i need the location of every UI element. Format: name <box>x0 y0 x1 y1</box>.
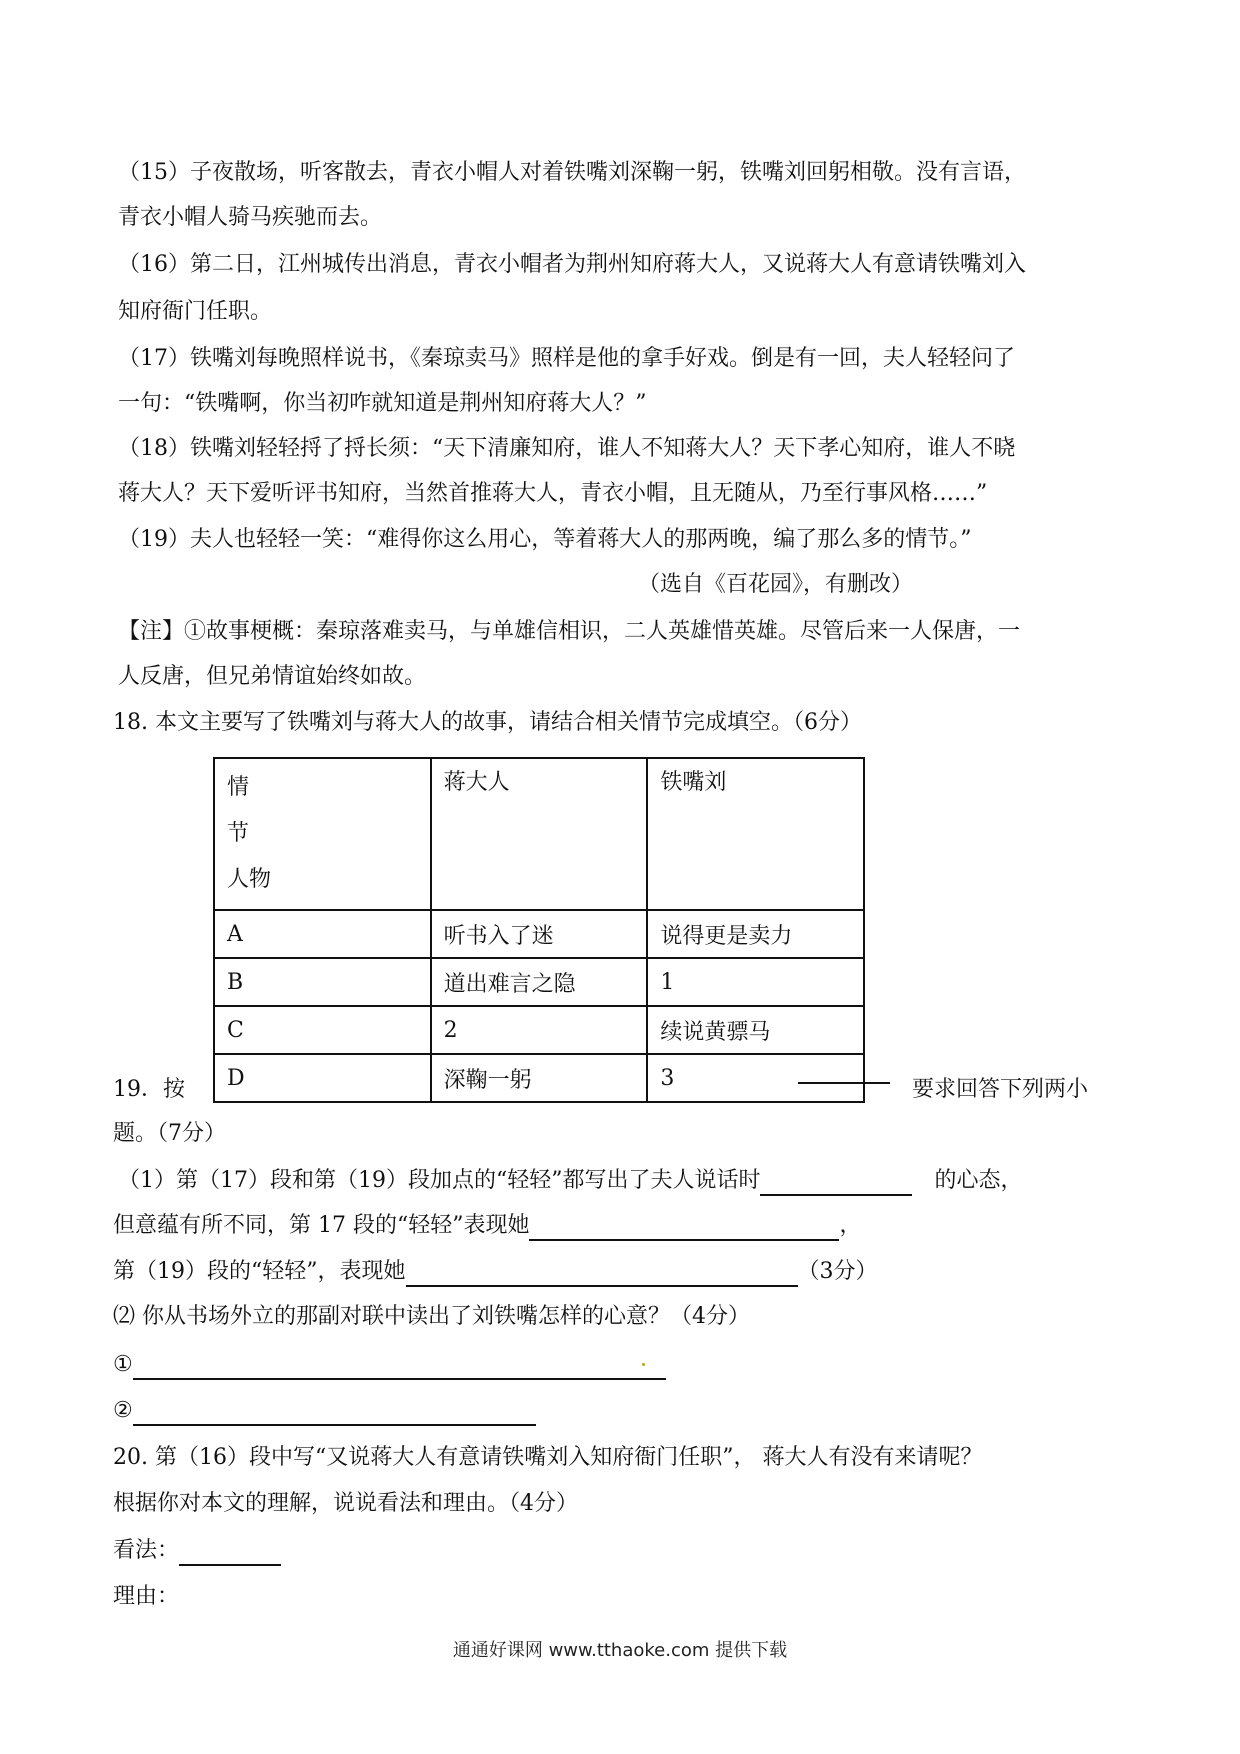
paragraph-17-line1: （17）铁嘴刘每晚照样说书，《秦琼卖马》照样是他的拿手好戏。倒是有一回，夫人轻轻问了 <box>118 346 1015 371</box>
table-row <box>214 1006 864 1054</box>
question-19-1-line2-text: 但意蕴有所不同，第 17 段的“轻轻”表现她 <box>113 1213 530 1238</box>
row-label: C <box>214 1006 431 1054</box>
corner-label-qing: 情 <box>227 775 250 800</box>
table-row <box>214 958 864 1006</box>
question-19-lead-right: 要求回答下列两小 <box>912 1077 1089 1102</box>
question-20-line1: 20. 第（16）段中写“又说蒋大人有意请铁嘴刘入知府衙门任职”， 蒋大人有没有来请呢？ <box>113 1445 983 1470</box>
answer-line-1 <box>113 1350 666 1380</box>
answer-blank-couplet-2[interactable] <box>133 1400 536 1426</box>
note-line1: 【注】①故事梗概：秦琼落难卖马，与单雄信相识，二人英雄惜英雄。尽管后来一人保唐，一 <box>118 619 1021 644</box>
cell-jiang: 听书入了迷 <box>431 910 648 958</box>
answer-blank-p17[interactable] <box>529 1215 839 1241</box>
answer-line-2 <box>113 1396 536 1426</box>
question-20-line2: 根据你对本文的理解，说说看法和理由。（4分） <box>113 1491 578 1516</box>
table-row <box>214 1054 864 1102</box>
cell-tie: 续说黄骠马 <box>647 1006 864 1054</box>
table-baseline-extension <box>798 1082 890 1084</box>
table-corner-cell <box>214 758 431 910</box>
question-19-2-text: ⑵ 你从书场外立的那副对联中读出了刘铁嘴怎样的心意？（4分） <box>113 1304 750 1329</box>
question-19-lead-line2: 题。（7分） <box>113 1121 226 1146</box>
table-header-row <box>214 758 864 910</box>
paragraph-16-line1: （16）第二日，江州城传出消息，青衣小帽者为荆州知府蒋大人，又说蒋大人有意请铁嘴刘入 <box>118 252 1026 277</box>
cell-jiang: 道出难言之隐 <box>431 958 648 1006</box>
question-19-1-line1 <box>118 1166 1023 1196</box>
answer-blank-couplet-1[interactable] <box>133 1354 666 1380</box>
answer-blank-mood[interactable] <box>760 1170 912 1196</box>
paragraph-15-line1: （15）子夜散场，听客散去，青衣小帽人对着铁嘴刘深鞠一躬，铁嘴刘回躬相敬。没有言语， <box>118 160 1026 185</box>
question-19-1-line3 <box>113 1257 878 1287</box>
cell-tie: 3 <box>647 1054 864 1102</box>
plot-table <box>213 757 865 1103</box>
cell-jiang: 深鞠一躬 <box>431 1054 648 1102</box>
table-row <box>214 910 864 958</box>
cell-tie: 1 <box>647 958 864 1006</box>
question-19-lead-left: 19．按 <box>113 1077 185 1102</box>
view-label: 看法： <box>113 1538 180 1563</box>
corner-label-renwu: 人物 <box>227 867 272 892</box>
question-19-1-line1-text: （1）第（17）段和第（19）段加点的“轻轻”都写出了夫人说话时 <box>118 1168 761 1193</box>
answer-blank-p19[interactable] <box>406 1261 798 1287</box>
column-header-tie: 铁嘴刘 <box>647 758 864 910</box>
stray-dot <box>642 1363 645 1366</box>
paragraph-17-line2: 一句：“铁嘴啊，你当初咋就知道是荆州知府蒋大人？” <box>118 391 647 416</box>
paragraph-18-line2: 蒋大人？天下爱听评书知府，当然首推蒋大人，青衣小帽，且无随从，乃至行事风格……” <box>118 481 988 506</box>
row-label: B <box>214 958 431 1006</box>
question-19-1-line2-end: ， <box>839 1213 862 1238</box>
paragraph-16-line2: 知府衙门任职。 <box>118 299 273 324</box>
answer-blank-view[interactable] <box>179 1540 281 1566</box>
answer-marker-1: ① <box>113 1352 133 1377</box>
row-label: D <box>214 1054 431 1102</box>
reason-label: 理由： <box>113 1584 180 1609</box>
paragraph-19-line1: （19）夫人也轻轻一笑：“难得你这么用心，等着蒋大人的那两晚，编了那么多的情节。” <box>118 527 972 552</box>
source-citation: （选自《百花园》，有删改） <box>638 572 914 597</box>
footer-credit: 通通好课网 www.tthaoke.com 提供下载 <box>452 1640 788 1661</box>
cell-jiang: 2 <box>431 1006 648 1054</box>
paragraph-15-line2: 青衣小帽人骑马疾驰而去。 <box>118 205 383 230</box>
question-19-1-line1-end: 的心态， <box>934 1168 1023 1193</box>
view-line <box>113 1536 281 1566</box>
row-label: A <box>214 910 431 958</box>
question-19-1-line3-end: （3分） <box>797 1259 878 1284</box>
column-header-jiang: 蒋大人 <box>431 758 648 910</box>
answer-marker-2: ② <box>113 1398 133 1423</box>
paragraph-18-line1: （18）铁嘴刘轻轻捋了捋长须：“天下清廉知府，谁人不知蒋大人？天下孝心知府，谁人不晓 <box>118 436 1016 461</box>
corner-label-jie: 节 <box>227 821 250 846</box>
question-19-1-line3-text: 第（19）段的“轻轻”，表现她 <box>113 1259 406 1284</box>
question-18-text: 18. 本文主要写了铁嘴刘与蒋大人的故事，请结合相关情节完成填空。（6分） <box>113 710 862 735</box>
question-19-1-line2 <box>113 1211 862 1241</box>
note-line2: 人反唐，但兄弟情谊始终如故。 <box>118 664 427 689</box>
cell-tie: 说得更是卖力 <box>647 910 864 958</box>
